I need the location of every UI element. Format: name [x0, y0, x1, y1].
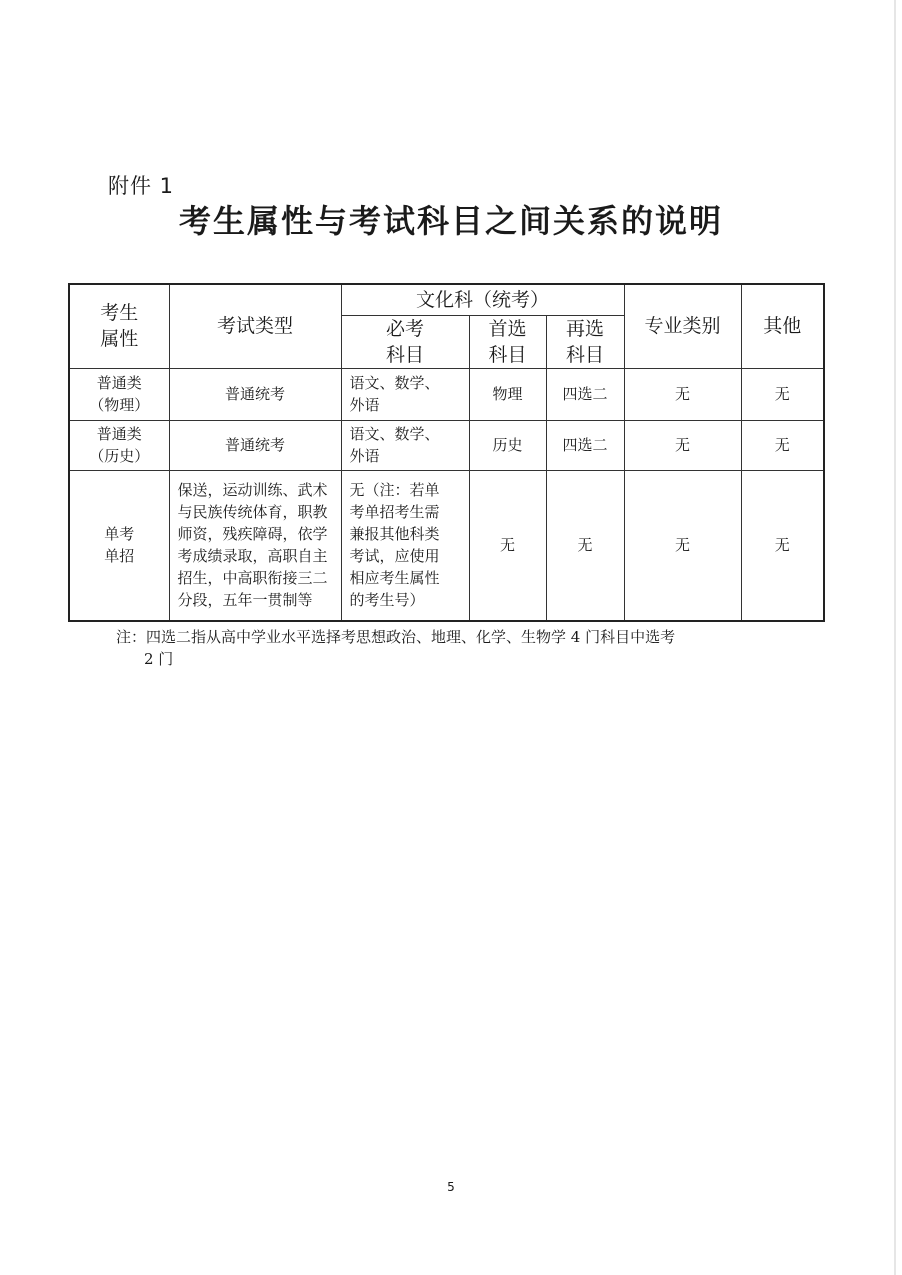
- cell-attribute: 普通类 （物理）: [69, 368, 169, 420]
- cell-other: 无: [741, 368, 824, 420]
- cell-major-category: 无: [624, 420, 741, 470]
- table-row: [69, 420, 824, 470]
- page-number: 5: [447, 1180, 455, 1194]
- cell-attribute: 普通类 （历史）: [69, 420, 169, 470]
- cell-exam-type: 保送，运动训练、武术 与民族传统体育，职教 师资，残疾障碍，依学 考成绩录取，高职自主 招生，中高职衔接三二 分段，五年一贯制等: [169, 470, 341, 621]
- header-attribute: 考生 属性: [69, 284, 169, 368]
- header-required: 必考 科目: [341, 315, 469, 368]
- cell-second-choice: 四选二: [546, 420, 624, 470]
- cell-required: 无（注：若单 考单招考生需 兼报其他科类 考试，应使用 相应考生属性 的考生号）: [341, 470, 469, 621]
- table-row: [69, 470, 824, 621]
- header-exam-type: 考试类型: [169, 284, 341, 368]
- cell-other: 无: [741, 470, 824, 621]
- note-line-1: 注：四选二指从高中学业水平选择考思想政治、地理、化学、生物学 4 门科目中选考: [116, 628, 676, 646]
- cell-first-choice: 无: [469, 470, 546, 621]
- cell-second-choice: 无: [546, 470, 624, 621]
- page-edge: [894, 0, 896, 1275]
- attachment-label: 附件 1: [108, 174, 175, 198]
- table-note: [116, 626, 796, 670]
- relation-table: [68, 283, 825, 622]
- cell-major-category: 无: [624, 368, 741, 420]
- cell-required: 语文、数学、 外语: [341, 420, 469, 470]
- cell-required: 语文、数学、 外语: [341, 368, 469, 420]
- cell-first-choice: 历史: [469, 420, 546, 470]
- table-row: [69, 368, 824, 420]
- header-major-category: 专业类别: [624, 284, 741, 368]
- header-row-1: [69, 284, 824, 315]
- header-first-choice: 首选 科目: [469, 315, 546, 368]
- document-title: 考生属性与考试科目之间关系的说明: [178, 202, 723, 240]
- cell-exam-type: 普通统考: [169, 368, 341, 420]
- header-other: 其他: [741, 284, 824, 368]
- note-line-2: 2 门: [144, 650, 174, 668]
- header-culture-group: 文化科（统考）: [341, 284, 624, 315]
- cell-attribute: 单考 单招: [69, 470, 169, 621]
- cell-second-choice: 四选二: [546, 368, 624, 420]
- cell-major-category: 无: [624, 470, 741, 621]
- cell-first-choice: 物理: [469, 368, 546, 420]
- header-second-choice: 再选 科目: [546, 315, 624, 368]
- cell-other: 无: [741, 420, 824, 470]
- cell-exam-type: 普通统考: [169, 420, 341, 470]
